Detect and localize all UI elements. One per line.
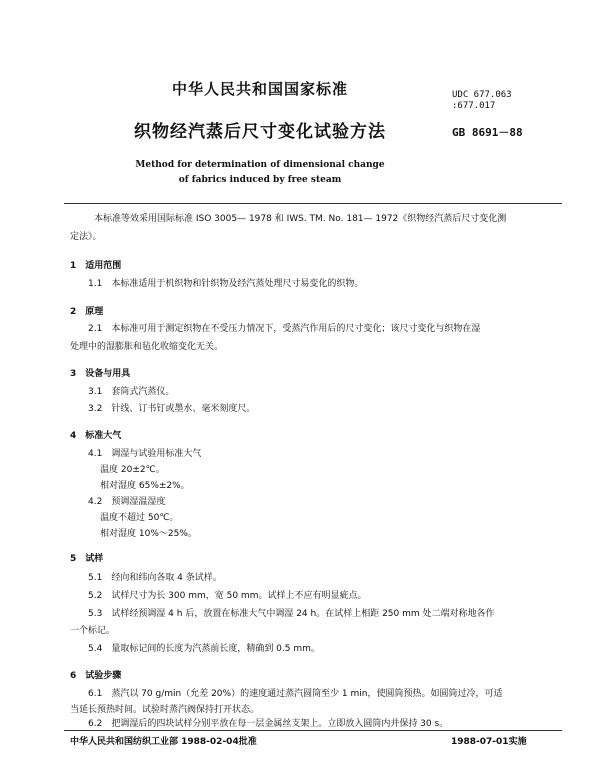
section-1-heading: 1 适用范围 (70, 261, 122, 271)
udc-line-2: :677.017 (452, 101, 496, 111)
approval-line: 中华人民共和国纺织工业部 1988-02-04批准 (70, 737, 257, 747)
section-4-2-temperature: 温度不超过 50℃。 (100, 513, 179, 523)
english-title-line-2: of fabrics induced by free steam (178, 175, 342, 185)
section-5-4: 5.4 量取标记间的长度为汽蒸前长度，精确到 0.5 mm。 (88, 644, 320, 654)
effective-date: 1988-07-01实施 (451, 737, 527, 747)
intro-line-1: 本标准等效采用国际标准 ISO 3005— 1978 和 IWS. TM. No. 181— 1972《织物经汽蒸后尺寸变化测 (94, 214, 507, 224)
section-3-2: 3.2 针线、订书钉或墨水、毫米刻度尺。 (88, 404, 256, 414)
section-2-1-line-1: 2.1 本标准可用于测定织物在不受压力情况下，受蒸汽作用后的尺寸变化；该尺寸变化与织物在湿 (88, 324, 481, 334)
section-2-1-line-2: 处理中的湿膨胀和毡化收缩变化无关。 (70, 342, 224, 352)
section-5-3-line-2: 一个标记。 (70, 626, 116, 636)
section-1-1: 1.1 本标准适用于机织物和针织物及经汽蒸处理尺寸易变化的织物。 (88, 279, 364, 289)
section-6-heading: 6 试验步骤 (70, 671, 122, 681)
footer-rule (64, 730, 562, 731)
section-2-heading: 2 原理 (70, 307, 104, 317)
section-4-1-temperature: 温度 20±2℃。 (100, 465, 165, 475)
gb-number: GB 8691－88 (452, 126, 523, 139)
section-3-1: 3.1 套筒式汽蒸仪。 (88, 387, 175, 397)
standard-organization: 中华人民共和国国家标准 (171, 80, 348, 98)
intro-line-2: 定法》。 (70, 232, 102, 242)
section-6-2: 6.2 把调湿后的四块试样分别平放在每一层金属丝支架上。立即放入圆筒内并保持 30 s。 (88, 719, 449, 729)
header-rule (64, 203, 562, 204)
section-4-heading: 4 标准大气 (70, 431, 122, 441)
section-5-2: 5.2 试样尺寸为长 300 mm，宽 50 mm。试样上不应有明显疵点。 (88, 591, 367, 601)
section-4-2: 4.2 预调湿温湿度 (88, 497, 166, 507)
document-title: 织物经汽蒸后尺寸变化试验方法 (134, 122, 386, 142)
section-4-1: 4.1 调湿与试验用标准大气 (88, 449, 202, 459)
udc-line-1: UDC 677.063 (452, 90, 512, 100)
english-title-line-1: Method for determination of dimensional change (135, 160, 385, 170)
section-5-1: 5.1 经向和纬向各取 4 条试样。 (88, 573, 222, 583)
udc-code (452, 90, 512, 112)
section-5-3-line-1: 5.3 试样经预调湿 4 h 后，放置在标准大气中调湿 24 h。在试样上相距 250 mm 处二端对称地各作 (88, 609, 495, 619)
section-5-heading: 5 试样 (70, 554, 104, 564)
section-6-1-line-1: 6.1 蒸汽以 70 g/min（允差 20%）的速度通过蒸汽圆筒至少 1 min，使圆筒预热。如圆筒过冷，可适 (88, 689, 503, 699)
section-3-heading: 3 设备与用具 (70, 369, 131, 379)
section-4-1-humidity: 相对湿度 65%±2%。 (100, 481, 190, 491)
section-4-2-humidity: 相对湿度 10%～25%。 (100, 529, 197, 539)
section-6-1-line-2: 当延长预热时间。试验时蒸汽阀保持打开状态。 (70, 705, 260, 715)
